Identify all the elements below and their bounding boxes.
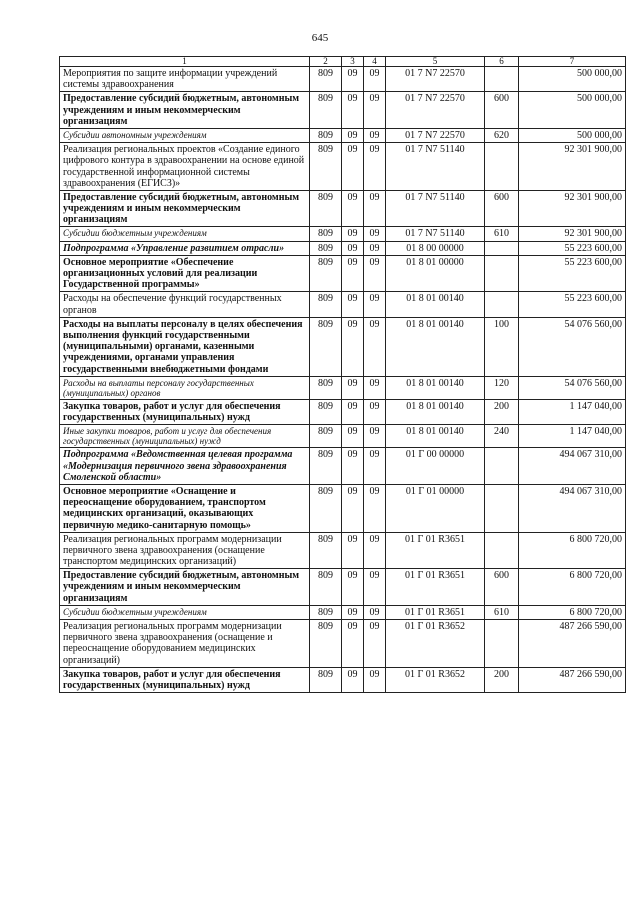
table-row — [60, 143, 626, 191]
section-code-cell: 09 — [342, 241, 364, 255]
target-article-code-cell: 01 8 01 00140 — [386, 425, 485, 448]
table-row — [60, 448, 626, 485]
section-code-cell: 09 — [342, 399, 364, 424]
amount-cell: 54 076 560,00 — [519, 317, 626, 376]
expense-name-cell: Субсидии бюджетным учреждениям — [60, 605, 310, 619]
amount-cell: 500 000,00 — [519, 128, 626, 142]
ministry-code-cell: 809 — [310, 532, 342, 569]
header-cell: 1 — [60, 57, 310, 67]
ministry-code-cell: 809 — [310, 667, 342, 692]
target-article-code-cell: 01 7 N7 22570 — [386, 128, 485, 142]
ministry-code-cell: 809 — [310, 128, 342, 142]
section-code-cell: 09 — [342, 605, 364, 619]
target-article-code-cell: 01 Г 01 R3652 — [386, 667, 485, 692]
table-row — [60, 376, 626, 399]
expense-name-cell: Расходы на обеспечение функций государственных органов — [60, 292, 310, 317]
header-row — [60, 57, 626, 67]
table-row — [60, 255, 626, 292]
section-code-cell: 09 — [342, 143, 364, 191]
expense-name-cell: Основное мероприятие «Обеспечение организационных условий для реализации Государственной программы» — [60, 255, 310, 292]
ministry-code-cell: 809 — [310, 292, 342, 317]
amount-cell: 1 147 040,00 — [519, 425, 626, 448]
expense-name-cell: Предоставление субсидий бюджетным, автономным учреждениям и иным некоммерческим организациям — [60, 190, 310, 227]
expense-name-cell: Реализация региональных программ модернизации первичного звена здравоохранения (оснащение транспортом медицинских организаций) — [60, 532, 310, 569]
expense-name-cell: Расходы на выплаты персоналу государственных (муниципальных) органов — [60, 376, 310, 399]
amount-cell: 92 301 900,00 — [519, 227, 626, 241]
amount-cell: 500 000,00 — [519, 92, 626, 129]
subsection-code-cell: 09 — [364, 484, 386, 532]
subsection-code-cell: 09 — [364, 255, 386, 292]
section-code-cell: 09 — [342, 667, 364, 692]
expense-type-code-cell: 120 — [485, 376, 519, 399]
expense-name-cell: Основное мероприятие «Оснащение и переоснащение оборудованием, транспортом медицинских организаций, оказывающих первичную медико-санитарную помощь» — [60, 484, 310, 532]
table-row — [60, 605, 626, 619]
page-number: 645 — [311, 32, 329, 44]
table-row — [60, 317, 626, 376]
amount-cell: 6 800 720,00 — [519, 532, 626, 569]
expense-name-cell: Субсидии автономным учреждениям — [60, 128, 310, 142]
section-code-cell: 09 — [342, 484, 364, 532]
expense-name-cell: Мероприятия по защите информации учреждений системы здравоохранения — [60, 67, 310, 92]
subsection-code-cell: 09 — [364, 190, 386, 227]
expense-name-cell: Предоставление субсидий бюджетным, автономным учреждениям и иным некоммерческим организациям — [60, 569, 310, 606]
subsection-code-cell: 09 — [364, 620, 386, 668]
expense-type-code-cell — [485, 255, 519, 292]
target-article-code-cell: 01 Г 00 00000 — [386, 448, 485, 485]
table-row — [60, 227, 626, 241]
header-cell: 5 — [386, 57, 485, 67]
target-article-code-cell: 01 8 01 00140 — [386, 399, 485, 424]
amount-cell: 55 223 600,00 — [519, 292, 626, 317]
table-row — [60, 399, 626, 424]
amount-cell: 487 266 590,00 — [519, 667, 626, 692]
target-article-code-cell: 01 7 N7 22570 — [386, 67, 485, 92]
section-code-cell: 09 — [342, 227, 364, 241]
table-row — [60, 190, 626, 227]
section-code-cell: 09 — [342, 255, 364, 292]
expense-type-code-cell: 620 — [485, 128, 519, 142]
header-cell: 4 — [364, 57, 386, 67]
section-code-cell: 09 — [342, 532, 364, 569]
expense-type-code-cell: 600 — [485, 190, 519, 227]
ministry-code-cell: 809 — [310, 255, 342, 292]
expense-type-code-cell: 200 — [485, 667, 519, 692]
subsection-code-cell: 09 — [364, 143, 386, 191]
ministry-code-cell: 809 — [310, 317, 342, 376]
expense-name-cell: Реализация региональных проектов «Создание единого цифрового контура в здравоохранении на основе единой государственной информационной системы здравоохранения (ЕГИСЗ)» — [60, 143, 310, 191]
ministry-code-cell: 809 — [310, 484, 342, 532]
ministry-code-cell: 809 — [310, 92, 342, 129]
amount-cell: 54 076 560,00 — [519, 376, 626, 399]
table-row — [60, 484, 626, 532]
expense-type-code-cell — [485, 484, 519, 532]
target-article-code-cell: 01 7 N7 22570 — [386, 92, 485, 129]
ministry-code-cell: 809 — [310, 399, 342, 424]
table-row — [60, 667, 626, 692]
expense-type-code-cell — [485, 67, 519, 92]
ministry-code-cell: 809 — [310, 241, 342, 255]
subsection-code-cell: 09 — [364, 67, 386, 92]
target-article-code-cell: 01 8 01 00140 — [386, 317, 485, 376]
subsection-code-cell: 09 — [364, 92, 386, 129]
header-cell: 2 — [310, 57, 342, 67]
section-code-cell: 09 — [342, 620, 364, 668]
expense-type-code-cell: 610 — [485, 605, 519, 619]
expense-name-cell: Закупка товаров, работ и услуг для обеспечения государственных (муниципальных) нужд — [60, 399, 310, 424]
expense-type-code-cell: 100 — [485, 317, 519, 376]
ministry-code-cell: 809 — [310, 605, 342, 619]
table-row — [60, 620, 626, 668]
table-row — [60, 67, 626, 92]
ministry-code-cell: 809 — [310, 67, 342, 92]
target-article-code-cell: 01 Г 01 R3651 — [386, 605, 485, 619]
table-row — [60, 532, 626, 569]
section-code-cell: 09 — [342, 67, 364, 92]
target-article-code-cell: 01 8 01 00140 — [386, 376, 485, 399]
expense-type-code-cell: 240 — [485, 425, 519, 448]
table-row — [60, 425, 626, 448]
expense-name-cell: Расходы на выплаты персоналу в целях обеспечения выполнения функций государственными (муниципальными) органами, казенными учреждениями, органами управления государственными внебюджетными фондами — [60, 317, 310, 376]
subsection-code-cell: 09 — [364, 569, 386, 606]
target-article-code-cell: 01 7 N7 51140 — [386, 143, 485, 191]
expense-type-code-cell: 200 — [485, 399, 519, 424]
section-code-cell: 09 — [342, 425, 364, 448]
amount-cell: 494 067 310,00 — [519, 484, 626, 532]
ministry-code-cell: 809 — [310, 143, 342, 191]
header-cell: 3 — [342, 57, 364, 67]
header-cell: 7 — [519, 57, 626, 67]
ministry-code-cell: 809 — [310, 376, 342, 399]
table-row — [60, 241, 626, 255]
ministry-code-cell: 809 — [310, 620, 342, 668]
section-code-cell: 09 — [342, 448, 364, 485]
target-article-code-cell: 01 7 N7 51140 — [386, 227, 485, 241]
amount-cell: 494 067 310,00 — [519, 448, 626, 485]
amount-cell: 92 301 900,00 — [519, 143, 626, 191]
table-row — [60, 92, 626, 129]
amount-cell: 55 223 600,00 — [519, 241, 626, 255]
expense-type-code-cell: 610 — [485, 227, 519, 241]
subsection-code-cell: 09 — [364, 241, 386, 255]
section-code-cell: 09 — [342, 92, 364, 129]
expense-type-code-cell: 600 — [485, 92, 519, 129]
section-code-cell: 09 — [342, 569, 364, 606]
subsection-code-cell: 09 — [364, 605, 386, 619]
ministry-code-cell: 809 — [310, 569, 342, 606]
budget-table — [59, 56, 626, 693]
expense-type-code-cell — [485, 620, 519, 668]
ministry-code-cell: 809 — [310, 190, 342, 227]
expense-name-cell: Иные закупки товаров, работ и услуг для обеспечения государственных (муниципальных) нужд — [60, 425, 310, 448]
subsection-code-cell: 09 — [364, 425, 386, 448]
subsection-code-cell: 09 — [364, 532, 386, 569]
target-article-code-cell: 01 8 00 00000 — [386, 241, 485, 255]
subsection-code-cell: 09 — [364, 667, 386, 692]
target-article-code-cell: 01 8 01 00000 — [386, 255, 485, 292]
target-article-code-cell: 01 8 01 00140 — [386, 292, 485, 317]
subsection-code-cell: 09 — [364, 128, 386, 142]
expense-name-cell: Субсидии бюджетным учреждениям — [60, 227, 310, 241]
amount-cell: 6 800 720,00 — [519, 605, 626, 619]
amount-cell: 487 266 590,00 — [519, 620, 626, 668]
expense-type-code-cell — [485, 143, 519, 191]
table-row — [60, 128, 626, 142]
section-code-cell: 09 — [342, 376, 364, 399]
expense-type-code-cell — [485, 292, 519, 317]
header-cell: 6 — [485, 57, 519, 67]
subsection-code-cell: 09 — [364, 227, 386, 241]
amount-cell: 92 301 900,00 — [519, 190, 626, 227]
expense-name-cell: Предоставление субсидий бюджетным, автономным учреждениям и иным некоммерческим организациям — [60, 92, 310, 129]
subsection-code-cell: 09 — [364, 376, 386, 399]
expense-name-cell: Подпрограмма «Управление развитием отрасли» — [60, 241, 310, 255]
section-code-cell: 09 — [342, 317, 364, 376]
subsection-code-cell: 09 — [364, 292, 386, 317]
expense-name-cell: Подпрограмма «Ведомственная целевая программа «Модернизация первичного звена здравоохранения Смоленской области» — [60, 448, 310, 485]
section-code-cell: 09 — [342, 292, 364, 317]
ministry-code-cell: 809 — [310, 227, 342, 241]
ministry-code-cell: 809 — [310, 425, 342, 448]
target-article-code-cell: 01 Г 01 00000 — [386, 484, 485, 532]
expense-name-cell: Реализация региональных программ модернизации первичного звена здравоохранения (оснащение и переоснащение оборудованием медицинских организаций) — [60, 620, 310, 668]
target-article-code-cell: 01 Г 01 R3652 — [386, 620, 485, 668]
target-article-code-cell: 01 Г 01 R3651 — [386, 532, 485, 569]
subsection-code-cell: 09 — [364, 317, 386, 376]
ministry-code-cell: 809 — [310, 448, 342, 485]
expense-type-code-cell — [485, 532, 519, 569]
subsection-code-cell: 09 — [364, 448, 386, 485]
amount-cell: 6 800 720,00 — [519, 569, 626, 606]
table-row — [60, 292, 626, 317]
expense-type-code-cell: 600 — [485, 569, 519, 606]
amount-cell: 55 223 600,00 — [519, 255, 626, 292]
expense-name-cell: Закупка товаров, работ и услуг для обеспечения государственных (муниципальных) нужд — [60, 667, 310, 692]
target-article-code-cell: 01 Г 01 R3651 — [386, 569, 485, 606]
expense-type-code-cell — [485, 448, 519, 485]
subsection-code-cell: 09 — [364, 399, 386, 424]
section-code-cell: 09 — [342, 190, 364, 227]
amount-cell: 500 000,00 — [519, 67, 626, 92]
section-code-cell: 09 — [342, 128, 364, 142]
expense-type-code-cell — [485, 241, 519, 255]
target-article-code-cell: 01 7 N7 51140 — [386, 190, 485, 227]
amount-cell: 1 147 040,00 — [519, 399, 626, 424]
table-row — [60, 569, 626, 606]
